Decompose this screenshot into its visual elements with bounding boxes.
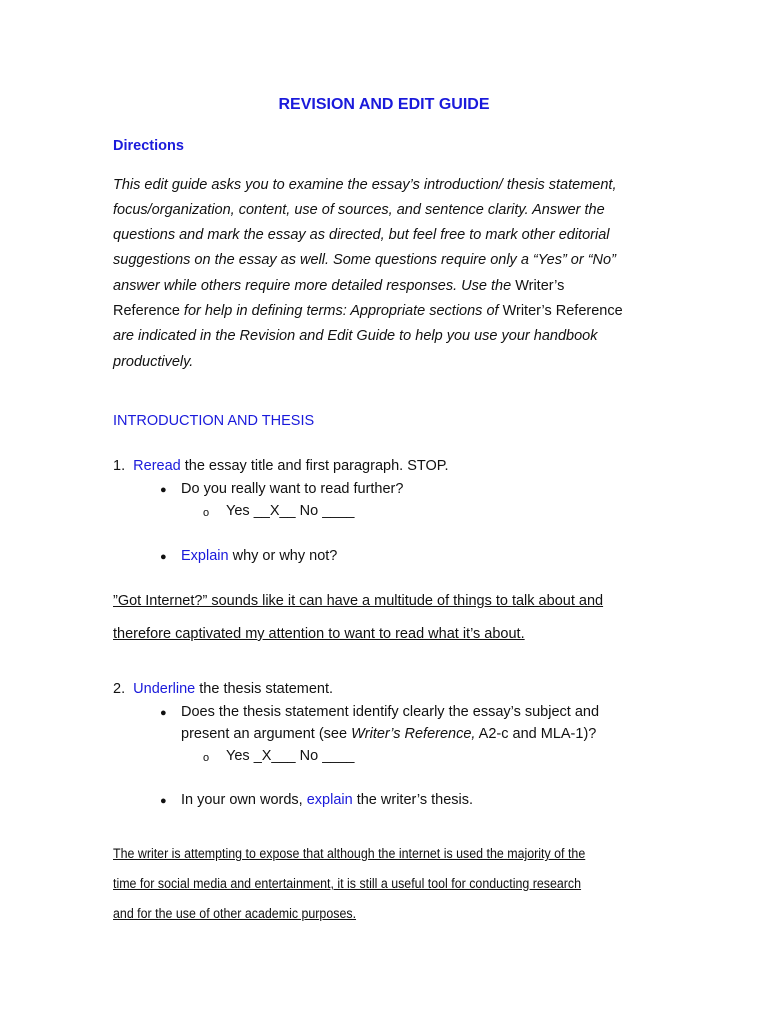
question-2-text: the thesis statement. [195, 681, 334, 697]
question-2-number: 2. [113, 681, 126, 697]
writers-ref-inline: Writer’s [515, 278, 565, 294]
section-heading: INTRODUCTION AND THESIS [113, 413, 315, 429]
question-2-yes-blank: _X___ [253, 748, 296, 764]
page-title: REVISION AND EDIT GUIDE [278, 96, 490, 113]
question-1 [113, 458, 449, 474]
circle-bullet-icon: o [203, 752, 210, 764]
directions-line-3: questions and mark the essay as directed, but feel free to mark other editorial [113, 227, 610, 243]
question-2-answer-line-2: time for social media and entertainment, it is still a useful tool for conducting research [113, 876, 582, 891]
directions-heading: Directions [113, 138, 184, 154]
question-2-yes-label: Yes [226, 748, 254, 764]
question-2-bullet-1-text-b: A2-c and MLA-1)? [475, 726, 597, 742]
bullet-icon: ● [160, 551, 167, 563]
directions-line-2: focus/organization, content, use of sources, and sentence clarity. Answer the [113, 202, 605, 218]
question-1-no-label: No ____ [295, 503, 355, 519]
directions-line-4: suggestions on the essay as well. Some questions require only a “Yes” or “No” [113, 252, 616, 268]
directions-line-6-text: for help in defining terms: Appropriate sections of [179, 303, 503, 319]
question-2-bullet-1-line-1: Does the thesis statement identify clearly the essay’s subject and [181, 704, 600, 720]
reference-inline: Reference [113, 303, 180, 319]
question-1-answer-line-1: ”Got Internet?” sounds like it can have a multitude of things to talk about and [113, 593, 604, 609]
question-2-yes-no [226, 748, 354, 764]
question-1-yes-no [226, 503, 354, 519]
question-1-verb: Reread [133, 458, 181, 474]
directions-line-5-text: answer while others require more detailed responses. Use the [113, 278, 516, 294]
question-2-bullet-1-line-2 [181, 726, 596, 742]
question-2-writers-ref: Writer’s Reference, [351, 726, 476, 742]
writers-reference-inline: Writer’s Reference [502, 303, 623, 319]
bullet-icon: ● [160, 707, 167, 719]
question-1-text: the essay title and first paragraph. STOP. [180, 458, 449, 474]
bullet-icon: ● [160, 795, 167, 807]
bullet-icon: ● [160, 484, 167, 496]
question-1-yes-blank: __X__ [253, 503, 296, 519]
directions-line-8: productively. [113, 354, 194, 370]
question-1-number: 1. [113, 458, 126, 474]
question-2-answer-line-1: The writer is attempting to expose that although the internet is used the majority of the [113, 846, 586, 861]
question-2-bullet-2 [181, 792, 473, 808]
question-2-answer-line-3: and for the use of other academic purposes. [113, 906, 357, 921]
question-1-bullet-2 [181, 548, 337, 564]
directions-line-1: This edit guide asks you to examine the essay’s introduction/ thesis statement, [113, 177, 617, 193]
directions-line-6 [113, 303, 658, 319]
question-2-explain-verb: explain [306, 792, 353, 808]
question-2 [113, 681, 333, 697]
question-2-bullet-1-text-a: present an argument (see [181, 726, 352, 742]
question-1-bullet-1: Do you really want to read further? [181, 481, 404, 497]
directions-line-5 [113, 278, 658, 294]
question-2-no-label: No ____ [295, 748, 355, 764]
question-2-verb: Underline [133, 681, 196, 697]
circle-bullet-icon: o [203, 507, 210, 519]
question-1-explain-text: why or why not? [228, 548, 338, 564]
question-2-bullet-2-text-a: In your own words, [181, 792, 307, 808]
question-1-answer-line-2: therefore captivated my attention to want to read what it’s about. [113, 626, 525, 642]
question-1-explain-verb: Explain [181, 548, 229, 564]
question-2-bullet-2-text-b: the writer’s thesis. [352, 792, 474, 808]
question-1-yes-label: Yes [226, 503, 254, 519]
directions-line-7: are indicated in the Revision and Edit Guide to help you use your handbook [113, 328, 598, 344]
